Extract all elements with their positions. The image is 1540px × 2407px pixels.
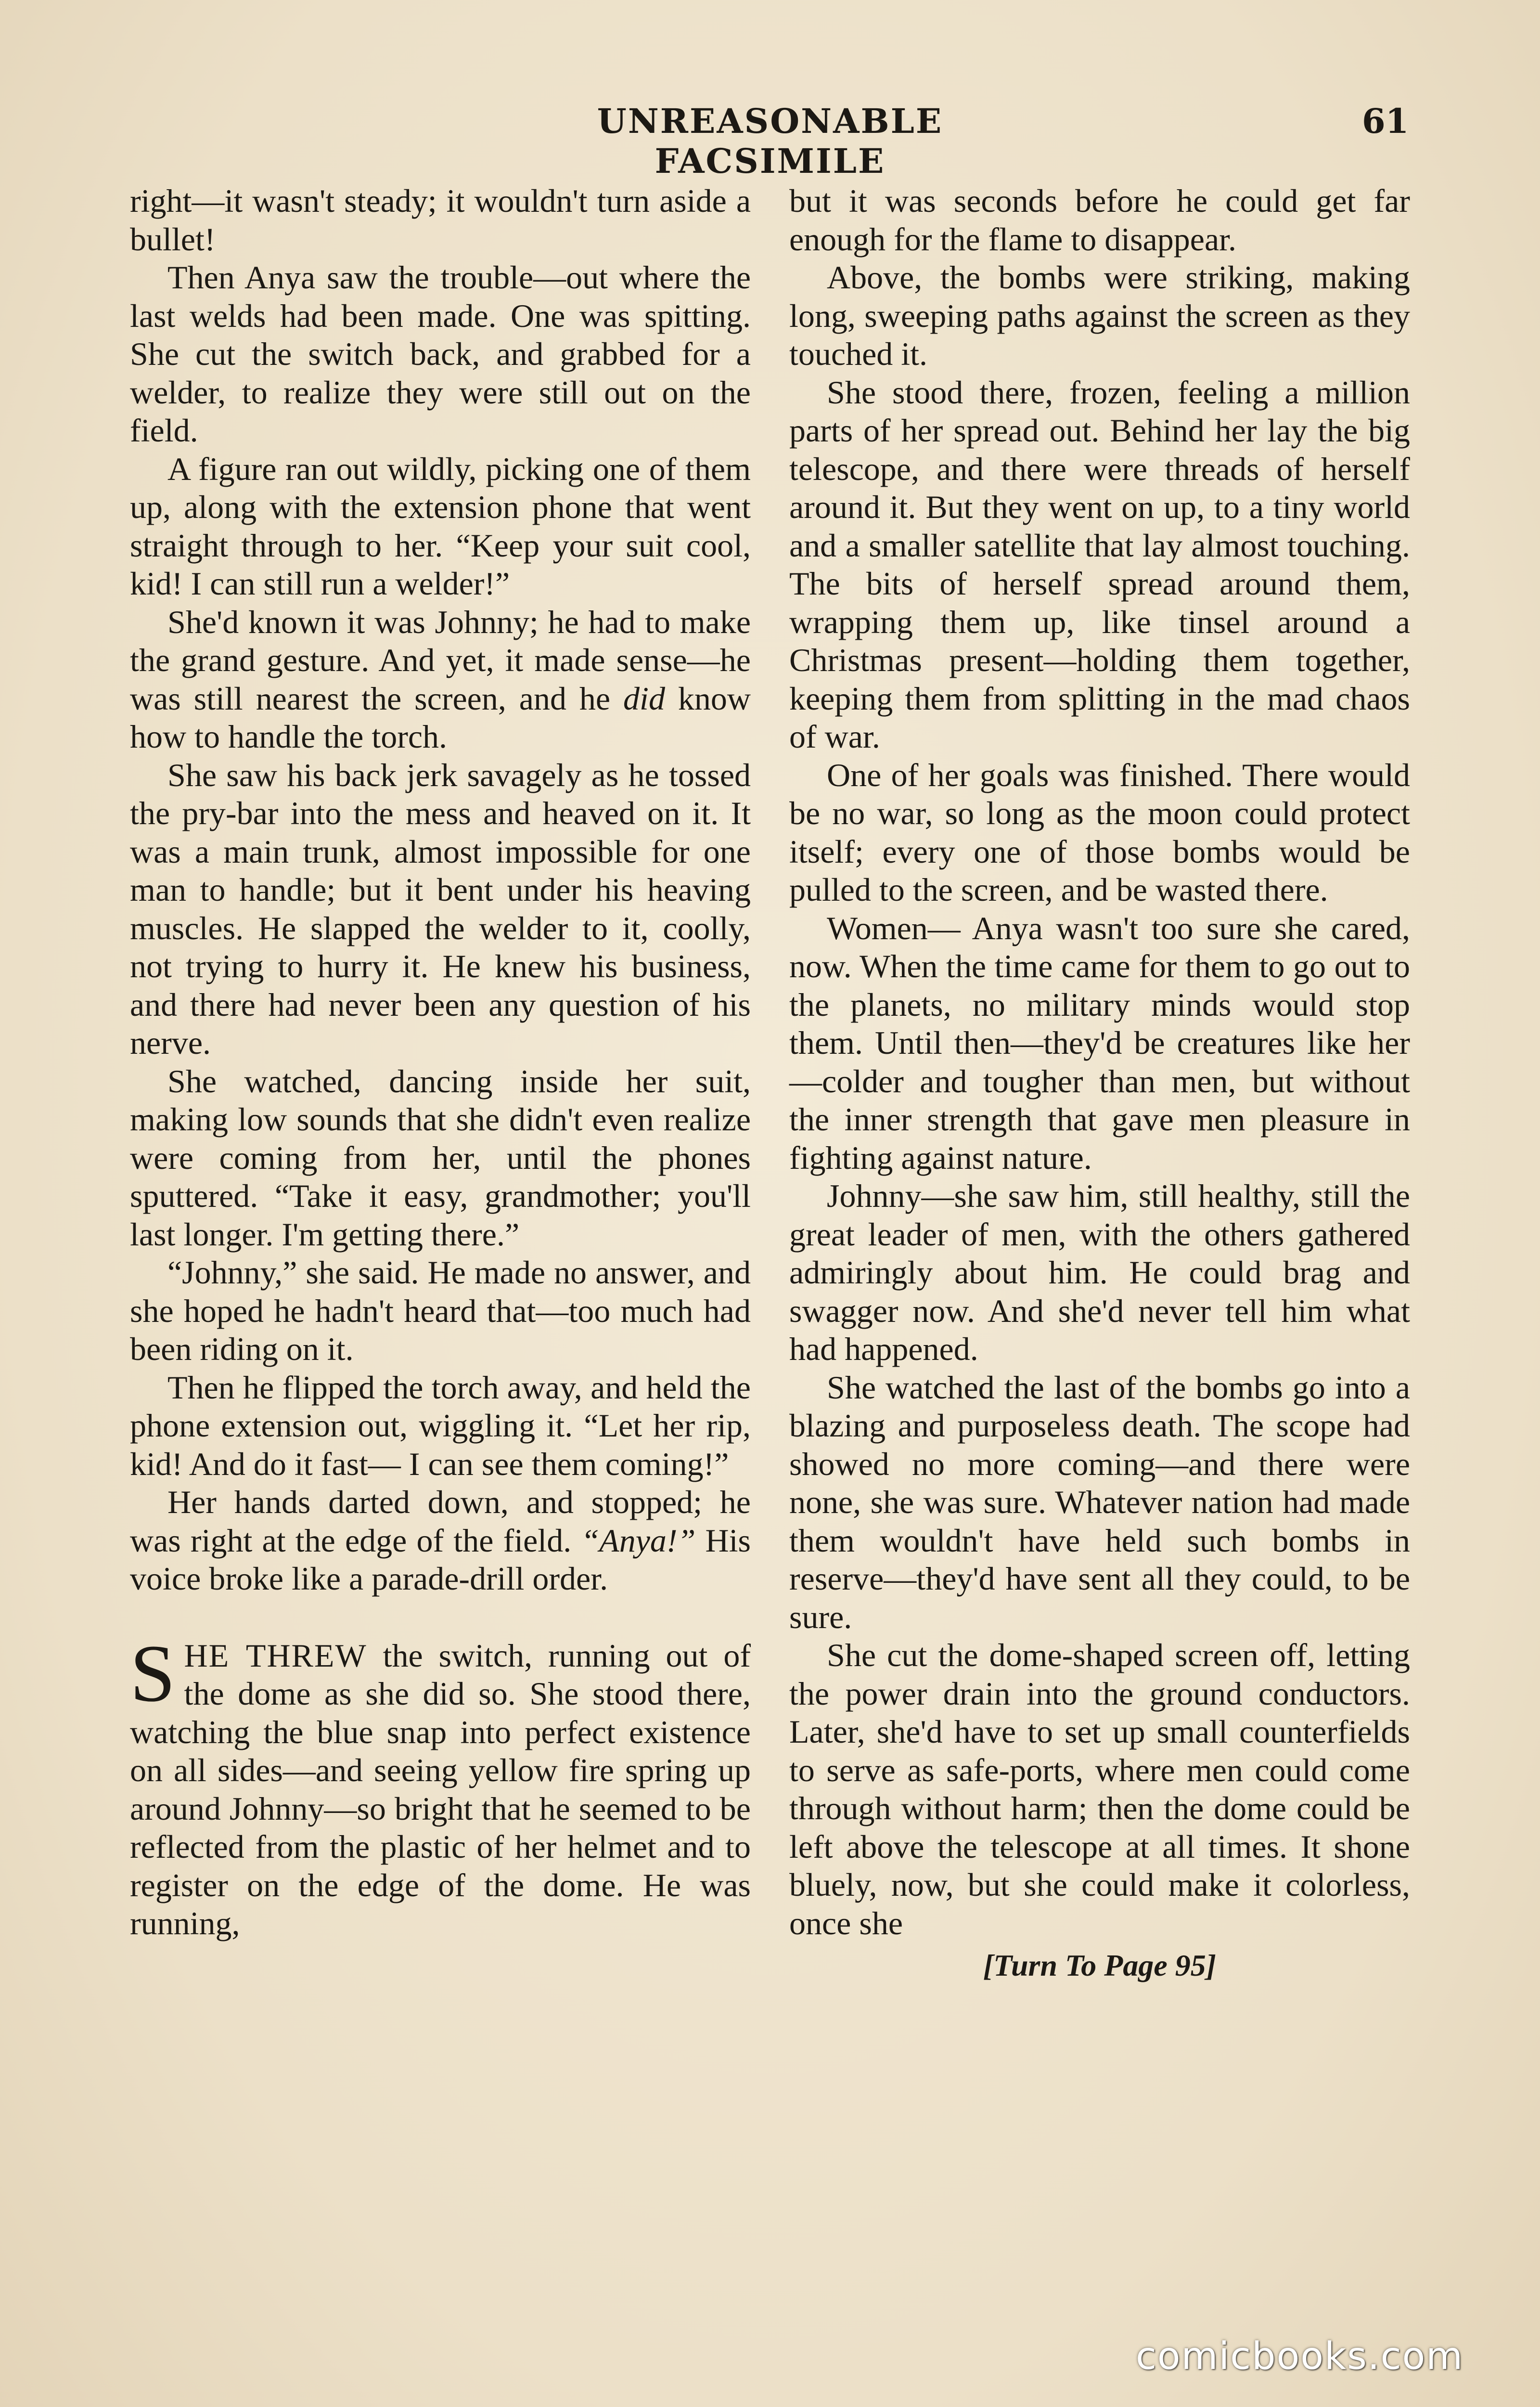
paragraph: A figure ran out wildly, picking one of them up, along with the extension phone that went straight through to her. “Keep your suit cool, kid! I can still run a welder!”: [130, 450, 751, 602]
section-opening-paragraph: [130, 1628, 751, 1943]
paragraph: [130, 603, 751, 756]
right-text-column: [789, 182, 1410, 1985]
paragraph: Then he flipped the torch away, and held the phone extension out, wiggling it. “Let her rip, kid! And do it fast— I can see them coming!”: [130, 1369, 751, 1482]
paragraph: Women— Anya wasn't too sure she cared, now. When the time came for them to go out to the planets, no military minds would stop them. Until then—they'd be creatures like her—colder and tougher than men, but without the inner strength that gave men pleasure in fighting against nature.: [789, 909, 1410, 1176]
paragraph-text: Her hands darted down, and stopped; he was right at the edge of the field.: [130, 1484, 751, 1559]
running-header-title: UNREASONABLE FACSIMILE: [597, 101, 943, 181]
paragraph: She stood there, frozen, feeling a million parts of her spread out. Behind her lay the big telescope, and there were threads of herself around it. But they went on up, to a tiny world and a smaller satellite that lay almost touching. The bits of herself spread around them, wrapping them up, like tinsel around a Christmas present—holding them together, keeping them from splitting in the mad chaos of war.: [789, 374, 1410, 755]
paragraph: One of her goals was finished. There would be no war, so long as the moon could protect itself; every one of those bombs would be pulled to the screen, and be wasted there.: [789, 756, 1410, 908]
paragraph-text: the switch, running out of the dome as she did so. She stood there, watching the blue snap into perfect existence on all sides—and seeing yellow fire spring up around Johnny—so bright that he seemed to be reflected from the plastic of her helmet and to register on the edge of the dome. He was running,: [130, 1637, 751, 1941]
paragraph: She watched, dancing inside her suit, making low sounds that she didn't even realize were coming from her, until the phones sputtered. “Take it easy, grandmother; you'll last longer. I'm getting there.”: [130, 1062, 751, 1253]
left-text-column: [130, 182, 751, 1943]
paragraph-text: His voice broke like a parade-drill order.: [130, 1522, 751, 1597]
paragraph-text: know how to handle the torch.: [130, 680, 751, 755]
paragraph-text: She'd known it was Johnny; he had to make the grand gesture. And yet, it made sense—he was still nearest the screen, and he: [130, 603, 751, 717]
paragraph: Johnny—she saw him, still healthy, still the great leader of men, with the others gathered admiringly about him. He could brag and swagger now. And she'd never tell him what had happened.: [789, 1178, 1410, 1367]
emphasis-text: did: [623, 680, 665, 717]
paragraph: She watched the last of the bombs go into a blazing and purposeless death. The scope had showed no more coming—and there were none, she was sure. Whatever nation had made them wouldn't have held such bombs in reserve—they'd have sent all they could, to be sure.: [789, 1369, 1410, 1635]
paragraph: right—it wasn't steady; it wouldn't turn aside a bullet!: [130, 182, 751, 258]
paragraph: “Johnny,” she said. He made no answer, and she hoped he hadn't heard that—too much had been riding on it.: [130, 1254, 751, 1367]
drop-cap: S: [130, 1628, 176, 1719]
paragraph: [130, 1483, 751, 1598]
page-number: 61: [1362, 101, 1409, 141]
site-watermark: comicbooks.com: [1136, 2335, 1464, 2378]
small-caps-lead: HE THREW: [184, 1637, 367, 1674]
paragraph: Above, the bombs were striking, making long, sweeping paths against the screen as they touched it.: [789, 259, 1410, 372]
paragraph: but it was seconds before he could get far enough for the flame to disappear.: [789, 182, 1410, 258]
turn-to-page-note: [Turn To Page 95]: [983, 1948, 1217, 1982]
paragraph: She cut the dome-shaped screen off, letting the power drain into the ground conductors. Later, she'd have to set up small counterfields to serve as safe-ports, where men could come through without harm; then the dome could be left above the telescope at all times. It shone bluely, now, but she could make it colorless, once she: [789, 1637, 1410, 1941]
emphasis-text: “Anya!”: [581, 1522, 696, 1559]
paragraph: Then Anya saw the trouble—out where the last welds had been made. One was spitting. She cut the switch back, and grabbed for a welder, to realize they were still out on the field.: [130, 259, 751, 449]
section-break: [130, 1598, 751, 1637]
paragraph: She saw his back jerk savagely as he tossed the pry-bar into the mess and heaved on it. It was a main trunk, almost impossible for one man to handle; but it bent under his heaving muscles. He slapped the welder to it, coolly, not trying to hurry it. He knew his business, and there had never been any question of his nerve.: [130, 756, 751, 1061]
